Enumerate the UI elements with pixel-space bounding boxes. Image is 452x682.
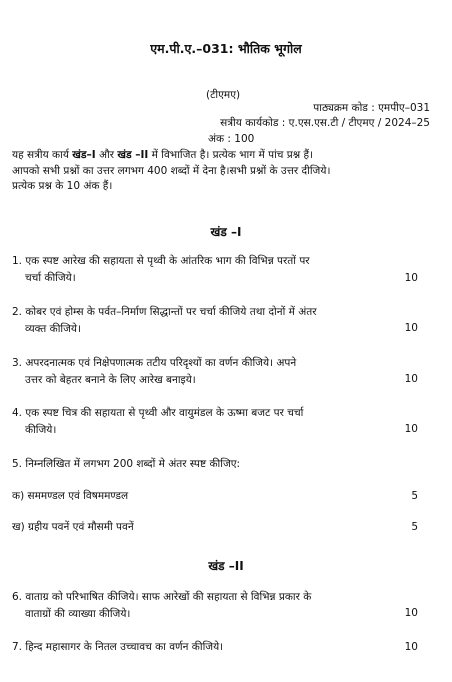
question-2 (12, 304, 317, 338)
question-5-part-a-marks: 5 (411, 490, 418, 502)
question-text: 4. एक स्पष्ट चित्र की सहायता से पृथ्वी और वायुमंडल के ऊष्मा बजट पर चर्चा (12, 407, 304, 419)
question-1 (12, 253, 310, 287)
question-text: 1. एक स्पष्ट आरेख की सहायता से पृथ्वी के आंतरिक भाग की विभिन्न परतों पर (12, 255, 310, 267)
intro-text: में विभाजित है। प्रत्येक भाग में पांच प्रश्न हैं। (148, 149, 314, 161)
document-subtitle: (टीएमए) (206, 89, 241, 101)
question-text-continued: चर्चा कीजिये। (25, 272, 76, 284)
question-text: 3. अपरदनात्मक एवं निक्षेपणात्मक तटीय परिदृश्यों का वर्णन कीजिये। अपने (12, 357, 297, 369)
section-2-heading: खंड –II (208, 559, 244, 573)
question-5-part-b-marks: 5 (411, 521, 418, 533)
course-code: पाठ्यक्रम कोड : एमपीए–031 (313, 102, 430, 114)
question-7-marks: 10 (404, 641, 418, 653)
question-text: 2. कोबर एवं होम्स के पर्वत–निर्माण सिद्धान्तों पर चर्चा कीजिये तथा दोनों में अंतर (12, 306, 317, 318)
intro-line-3: प्रत्येक प्रश्न के 10 अंक हैं। (12, 180, 113, 192)
question-5-part-a: क) सममण्डल एवं विषममण्डल (12, 490, 129, 502)
question-6 (12, 589, 311, 623)
question-4-marks: 10 (404, 423, 418, 435)
question-1-marks: 10 (404, 272, 418, 284)
question-4 (12, 405, 303, 439)
section-ref-1: खंड–I (72, 149, 96, 161)
question-5-stem: 5. निम्नलिखित में लगभग 200 शब्दों मे अंतर स्पष्ट कीजिए: (12, 458, 241, 470)
assignment-code: सत्रीय कार्यकोड : ए.एस.एस.टी / टीएमए / 2024–25 (220, 117, 430, 129)
intro-paragraph (12, 148, 330, 195)
section-1-heading: खंड –I (210, 225, 242, 239)
intro-line-1 (12, 148, 330, 164)
section-ref-2: खंड –II (117, 149, 149, 161)
question-3 (12, 355, 296, 389)
question-text-continued: उत्तर को बेहतर बनाने के लिए आरेख बनाइये। (25, 374, 196, 386)
question-text: 6. वाताग्र को परिभाषित कीजिये। साफ आरेखों की सहायता से विभिन्न प्रकार के (12, 591, 312, 603)
total-marks: अंक : 100 (208, 133, 255, 145)
question-5-part-b: ख) ग्रहीय पवनें एवं मौसमी पवनें (12, 521, 134, 533)
question-text-continued: कीजिये। (25, 424, 57, 436)
question-2-marks: 10 (404, 322, 418, 334)
question-text-continued: वाताग्रों की व्याख्या कीजिये। (25, 608, 131, 620)
question-7: 7. हिन्द महासागर के नितल उच्चावच का वर्णन कीजिये। (12, 641, 224, 653)
document-title: एम.पी.ए.–031: भौतिक भूगोल (150, 41, 302, 56)
intro-text: और (95, 149, 118, 161)
intro-text: यह सत्रीय कार्य (12, 149, 73, 161)
question-text-continued: व्यक्त कीजिये। (25, 323, 81, 335)
question-3-marks: 10 (404, 373, 418, 385)
intro-line-2: आपको सभी प्रश्नों का उत्तर लगभग 400 शब्दों में देना है।सभी प्रश्नों के उत्तर दीजिये। (12, 164, 331, 177)
question-6-marks: 10 (404, 607, 418, 619)
